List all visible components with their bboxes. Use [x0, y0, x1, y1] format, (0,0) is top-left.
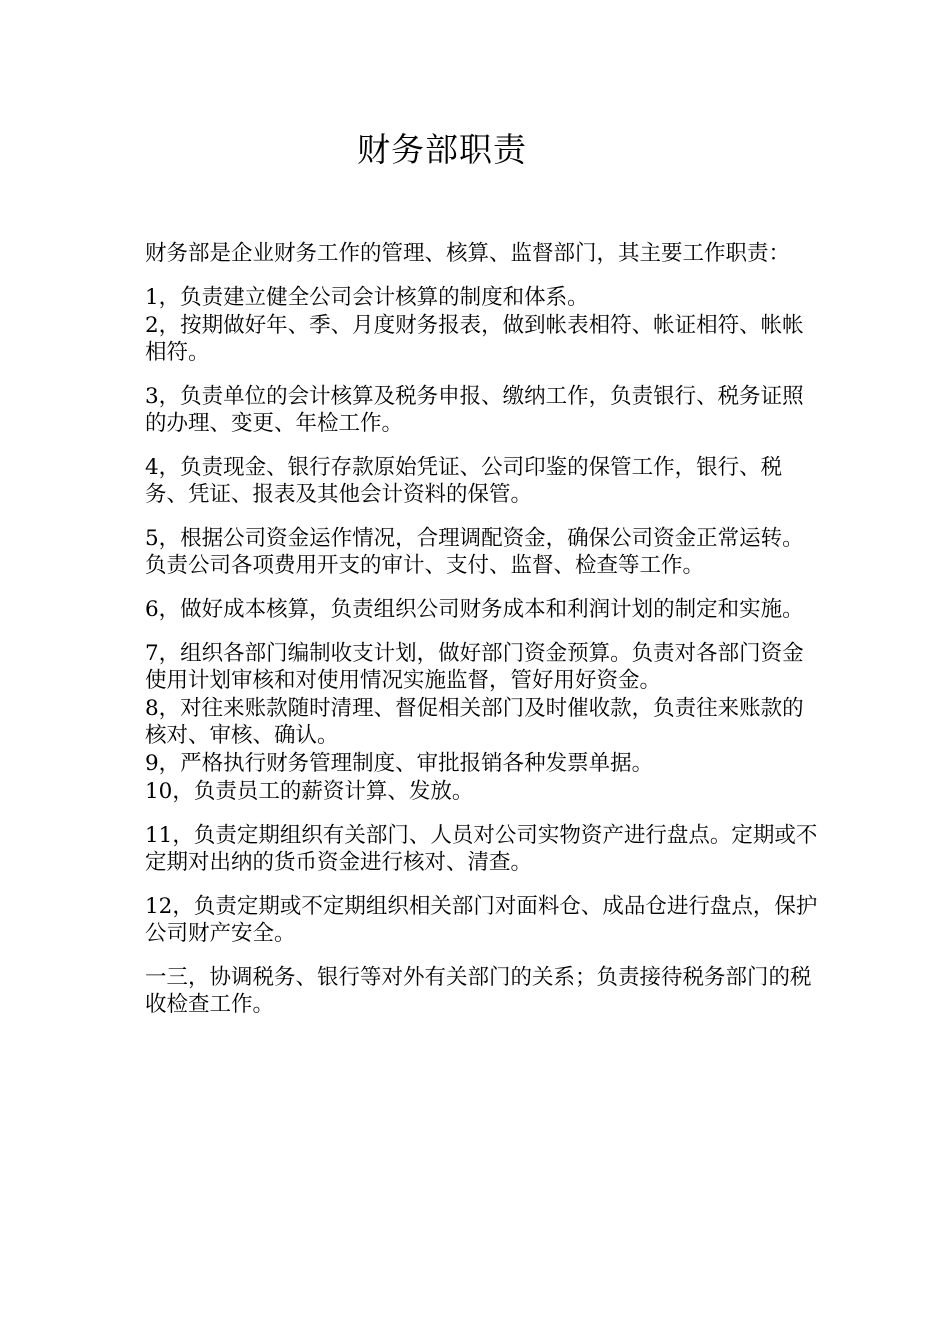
duty-item-9: 9，严格执行财务管理制度、审批报销各种发票单据。 — [145, 751, 654, 776]
duty-item-11: 11，负责定期组织有关部门、人员对公司实物资产进行盘点。定期或不定期对出纳的货币资金进行核对、清查。 — [145, 823, 818, 875]
duty-item-12: 12，负责定期或不定期组织相关部门对面料仓、成品仓进行盘点，保护公司财产安全。 — [145, 894, 818, 946]
duty-item-10: 10，负责员工的薪资计算、发放。 — [145, 779, 474, 804]
duty-item-8: 8，对往来账款随时清理、督促相关部门及时催收款，负责往来账款的核对、审核、确认。 — [145, 696, 804, 748]
document-body — [145, 240, 825, 1018]
duty-item-1: 1，负责建立健全公司会计核算的制度和体系。 — [145, 285, 589, 310]
intro-paragraph: 财务部是企业财务工作的管理、核算、监督部门，其主要工作职责： — [145, 241, 791, 266]
duty-item-3: 3，负责单位的会计核算及税务申报、缴纳工作，负责银行、税务证照的办理、变更、年检工作。 — [145, 384, 804, 436]
duty-item-2: 2，按期做好年、季、月度财务报表，做到帐表相符、帐证相符、帐帐相符。 — [145, 313, 804, 365]
duty-item-6: 6，做好成本核算，负责组织公司财务成本和利润计划的制定和实施。 — [145, 597, 804, 622]
duty-item-4: 4，负责现金、银行存款原始凭证、公司印鉴的保管工作，银行、税务、凭证、报表及其他会计资料的保管。 — [145, 455, 783, 507]
duty-item-7: 7，组织各部门编制收支计划，做好部门资金预算。负责对各部门资金使用计划审核和对使用情况实施监督，管好用好资金。 — [145, 641, 804, 693]
duty-item-13: 一三，协调税务、银行等对外有关部门的关系；负责接待税务部门的税收检查工作。 — [145, 965, 812, 1017]
document-title: 财务部职责 — [357, 130, 527, 169]
duty-item-5: 5，根据公司资金运作情况，合理调配资金，确保公司资金正常运转。负责公司各项费用开支的审计、支付、监督、检查等工作。 — [145, 526, 804, 578]
